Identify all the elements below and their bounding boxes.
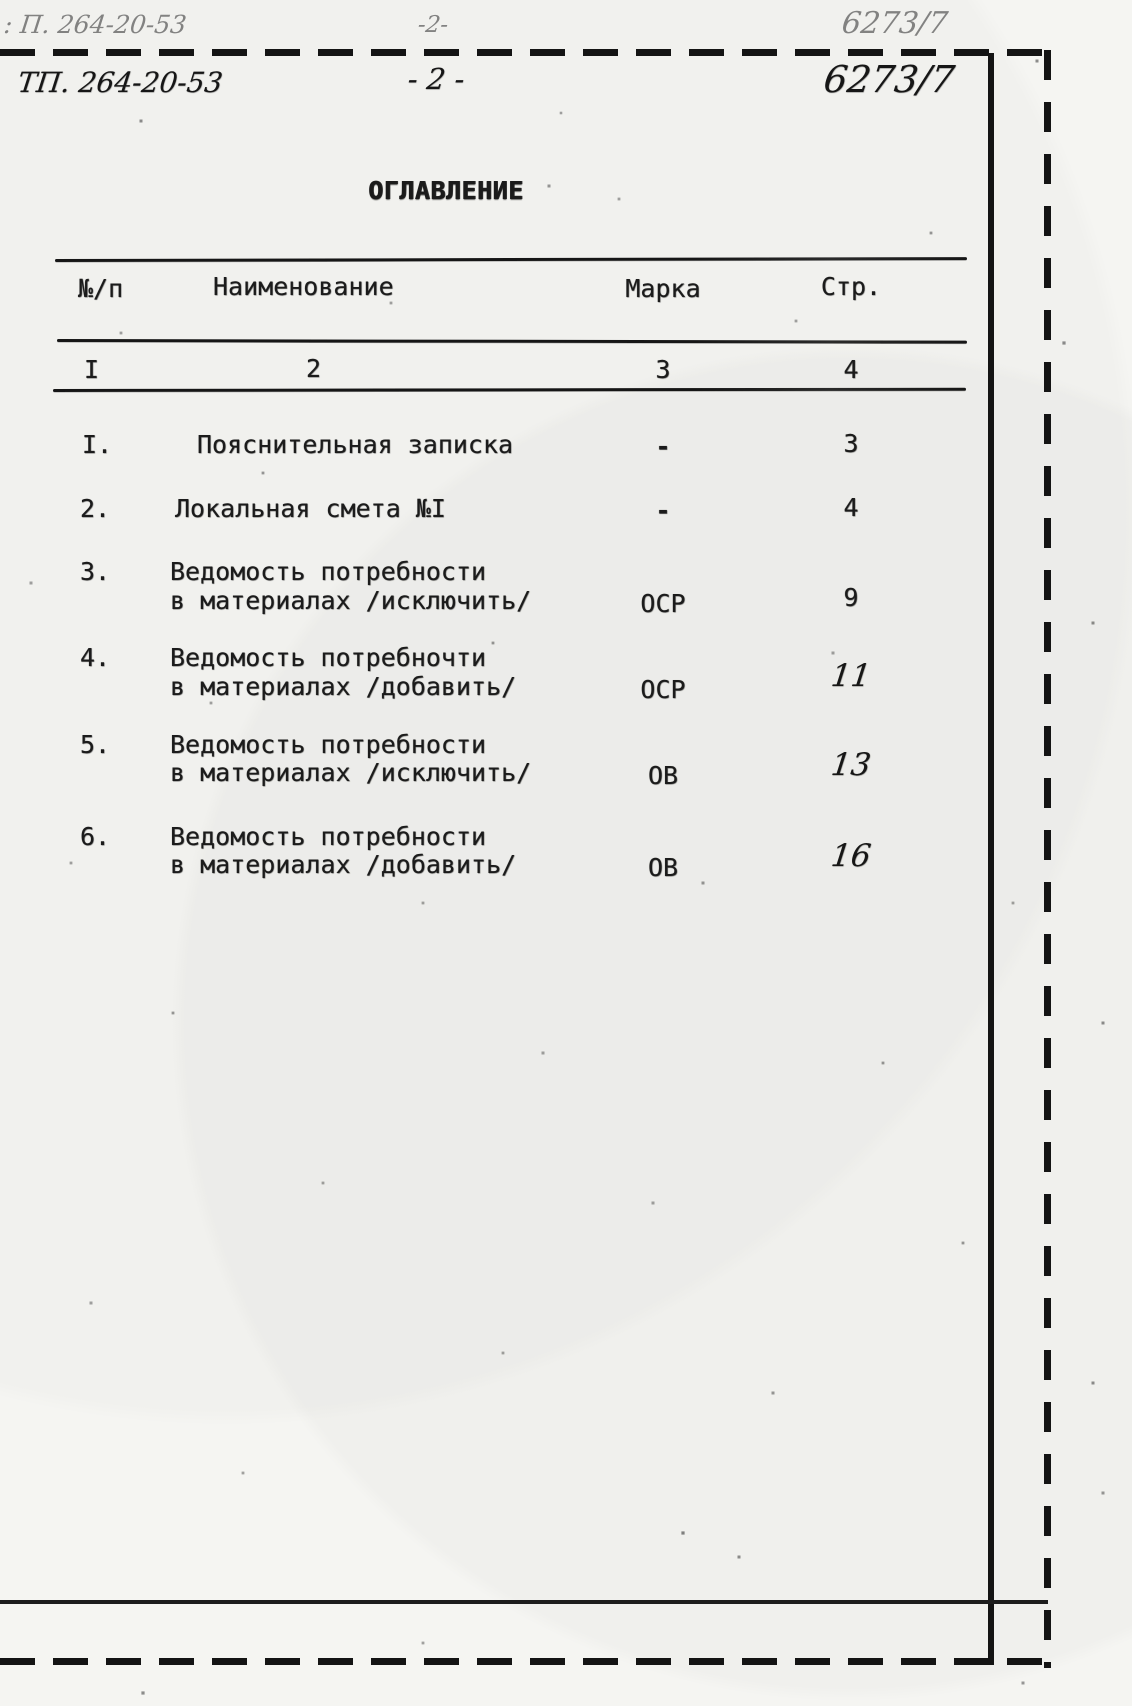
row-page-handwritten: 13 [829, 747, 873, 783]
paper-noise-speckles [0, 0, 2, 2]
row-mark: ОВ [647, 761, 679, 790]
row-number: 2. [80, 494, 111, 523]
page-title: ОГЛАВЛЕНИЕ [368, 176, 524, 205]
row-page-handwritten: 11 [829, 658, 873, 694]
row-name-line2: в материалах /исключить/ [170, 758, 532, 787]
row-number: 5. [80, 730, 111, 759]
row-mark: ОСР [640, 589, 686, 618]
row-page: 4 [843, 493, 859, 522]
column-header-page: Стр. [820, 272, 882, 301]
table-rule-under-header [57, 339, 967, 344]
header-ref-number-faint: 6273/7 [839, 6, 950, 41]
row-page: 9 [843, 583, 859, 612]
row-name-line1: Ведомость потребности [170, 730, 487, 759]
table-rule-under-indices [53, 388, 966, 392]
header-ref-number: 6273/7 [821, 58, 957, 101]
row-name-line1: Ведомость потребночти [170, 643, 487, 672]
row-number: 6. [80, 822, 111, 851]
row-number: I. [82, 430, 113, 459]
row-name-line2: в материалах /добавить/ [170, 672, 517, 701]
row-page: 3 [843, 429, 859, 458]
border-bottom-dashed-line [0, 1658, 1052, 1665]
header-doc-code-faint: : П. 264-20-53 [2, 10, 189, 39]
column-index-4: 4 [843, 355, 859, 384]
border-right-solid-line [988, 53, 994, 1665]
row-name-line2: в материалах /добавить/ [170, 850, 517, 879]
column-index-3: 3 [655, 355, 671, 384]
table-rule-top [55, 257, 967, 262]
column-header-mark: Марка [625, 274, 701, 303]
column-header-num: №/п [78, 274, 124, 303]
row-page-handwritten: 16 [829, 838, 873, 874]
row-number: 4. [80, 643, 111, 672]
header-doc-code: ТП. 264-20-53 [15, 66, 225, 99]
border-right-dashed-line [1044, 50, 1051, 1668]
column-index-1: I [84, 355, 100, 384]
row-mark: ОВ [647, 853, 679, 882]
border-bottom-solid-line [0, 1600, 1048, 1604]
header-page-number-faint: -2- [416, 12, 450, 38]
row-mark: ОСР [640, 675, 686, 704]
row-number: 3. [80, 557, 111, 586]
row-mark: - [655, 432, 671, 461]
border-top-dashed-line [0, 49, 1050, 56]
row-name: Пояснительная записка [197, 430, 514, 459]
row-name-line1: Ведомость потребности [170, 557, 487, 586]
row-name-line2: в материалах /исключить/ [170, 586, 532, 615]
column-index-2: 2 [306, 354, 322, 383]
header-page-number: - 2 - [405, 62, 467, 96]
row-name: Локальная смета №I [175, 494, 446, 523]
column-header-name: Наименование [213, 272, 394, 301]
row-name-line1: Ведомость потребности [170, 822, 487, 851]
row-mark: - [655, 496, 671, 525]
